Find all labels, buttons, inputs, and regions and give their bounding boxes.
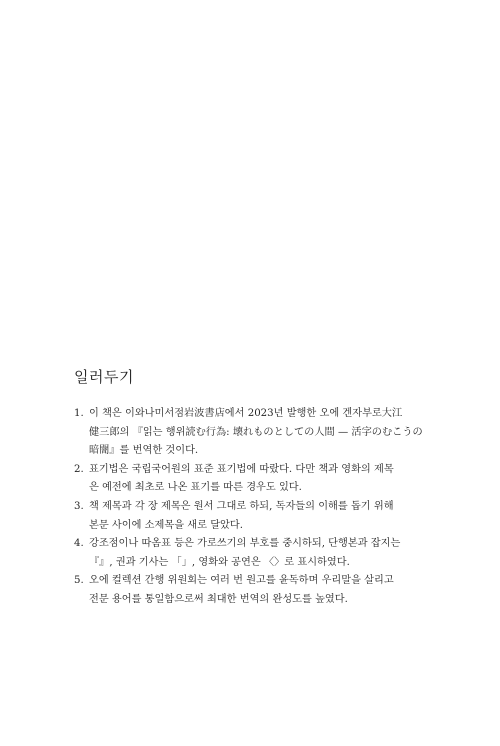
- note-item-2: [74, 461, 434, 498]
- note-line: 은 예전에 최초로 나온 표기를 따른 경우도 있다.: [89, 482, 302, 494]
- note-line: 오에 컬렉션 간행 위원회는 여러 번 원고를 윤독하며 우리말을 살리고: [89, 575, 394, 587]
- notes-list: [74, 405, 434, 610]
- note-line: 본문 사이에 소제목을 새로 달았다.: [89, 519, 243, 531]
- note-text: [89, 498, 434, 535]
- note-number: 1.: [74, 408, 84, 419]
- note-text: [89, 535, 434, 572]
- note-number: 4.: [74, 538, 84, 550]
- note-text: [89, 461, 434, 498]
- note-text: [89, 572, 434, 609]
- note-item-3: [74, 498, 434, 535]
- page-title: 일러두기: [74, 368, 134, 386]
- note-item-4: [74, 535, 434, 572]
- note-number: 3.: [74, 500, 84, 512]
- note-line: 健三郎의 『읽는 행위読む行為: 壊れものとしての人間 — 活字のむこうの: [89, 426, 423, 438]
- note-line: 이 책은 이와나미서점岩波書店에서 2023년 발행한 오에 겐자부로大江: [89, 408, 403, 419]
- note-number: 2.: [74, 463, 84, 475]
- note-item-1: [74, 405, 434, 461]
- note-item-5: [74, 572, 434, 609]
- note-line: 『』, 권과 기사는 「」, 영화와 공연은 〈〉로 표시하였다.: [89, 556, 350, 568]
- note-line: 暗闇』를 번역한 것이다.: [89, 445, 199, 457]
- note-line: 강조점이나 따옴표 등은 가로쓰기의 부호를 중시하되, 단행본과 잡지는: [89, 538, 401, 550]
- note-line: 전문 용어를 통일함으로써 최대한 번역의 완성도를 높였다.: [89, 593, 348, 605]
- note-text: [89, 405, 434, 461]
- note-number: 5.: [74, 575, 84, 587]
- note-line: 책 제목과 각 장 제목은 원서 그대로 하되, 독자들의 이해를 돕기 위해: [89, 500, 394, 512]
- note-line: 표기법은 국립국어원의 표준 표기법에 따랐다. 다만 책과 영화의 제목: [89, 463, 394, 475]
